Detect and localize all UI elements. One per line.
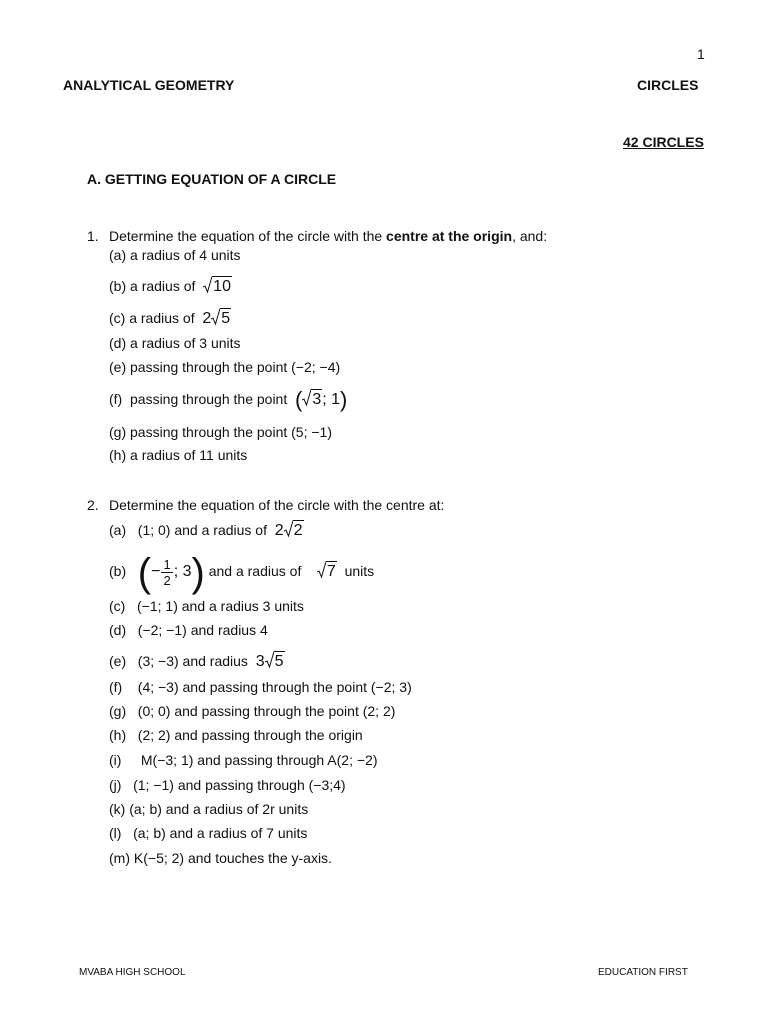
sqrt-5: 5 — [211, 308, 231, 327]
item-text: (a; b) and a radius of 2r units — [129, 801, 309, 817]
item-text: a radius of — [129, 310, 195, 326]
item-text: a radius of — [130, 278, 196, 294]
item-text: and a radius of — [208, 563, 302, 580]
sqrt-7: 7 — [317, 561, 337, 580]
page-number: 1 — [697, 46, 705, 62]
item-text: (3; −3) and radius — [137, 653, 248, 669]
q1-intro-after: , and: — [512, 228, 548, 244]
item-text: a radius of 3 units — [130, 335, 241, 351]
item-label: (g) — [109, 424, 127, 440]
units-text: units — [344, 563, 375, 580]
item-text: (2; 2) and passing through the origin — [137, 727, 363, 743]
q2-item-a — [109, 520, 304, 539]
item-label: (f) — [109, 391, 123, 407]
point-rest: ; 3 — [173, 563, 192, 581]
item-label: (l) — [109, 825, 122, 841]
item-text: M(−3; 1) and passing through A(2; −2) — [140, 752, 378, 768]
q2-item-i — [109, 752, 377, 768]
item-text: (−1; 1) and a radius 3 units — [137, 598, 304, 614]
q2-item-m — [109, 850, 332, 866]
item-text: passing through the point (5; −1) — [130, 424, 332, 440]
section-a-title: A. GETTING EQUATION OF A CIRCLE — [87, 171, 337, 187]
item-label: (m) — [109, 850, 130, 866]
item-label: (a) — [109, 247, 127, 263]
item-label: (k) — [109, 801, 126, 817]
item-label: (d) — [109, 622, 127, 638]
point-rest: ; 1 — [322, 391, 341, 408]
item-label: (b) — [109, 563, 127, 580]
q1-item-c — [109, 308, 231, 327]
topic-title: CIRCLES — [637, 77, 699, 93]
section-heading: 42 CIRCLES — [623, 134, 704, 150]
item-label: (a) — [109, 522, 127, 538]
fraction-numerator: 1 — [163, 557, 171, 572]
item-label: (g) — [109, 703, 127, 719]
q2-item-h — [109, 727, 363, 743]
q1-item-b — [109, 276, 232, 295]
item-text: passing through the point — [130, 391, 288, 407]
item-label: (b) — [109, 278, 127, 294]
item-text: passing through the point (−2; −4) — [130, 359, 341, 375]
coefficient: 2 — [274, 522, 284, 539]
item-label: (d) — [109, 335, 127, 351]
q1-intro-bold: centre at the origin — [386, 228, 513, 244]
item-label: (e) — [109, 359, 127, 375]
q2-item-k — [109, 801, 308, 817]
q1-item-d — [109, 335, 241, 351]
item-text: (1; 0) and a radius of — [137, 522, 267, 538]
q1-number: 1. — [87, 228, 99, 244]
q2-item-c — [109, 598, 304, 614]
q2-item-e — [109, 651, 285, 670]
q1-item-f: (f) passing through the point ( 3; 1) — [109, 387, 348, 412]
fraction-denominator: 2 — [163, 573, 171, 588]
item-text: (1; −1) and passing through (−3;4) — [133, 777, 346, 793]
item-text: K(−5; 2) and touches the y-axis. — [133, 850, 332, 866]
item-label: (j) — [109, 777, 122, 793]
q2-item-f — [109, 679, 412, 695]
fraction — [161, 557, 172, 588]
q1-item-h — [109, 447, 247, 463]
item-label: (c) — [109, 598, 126, 614]
sqrt-2: 2 — [284, 520, 304, 539]
item-text: (−2; −1) and radius 4 — [137, 622, 268, 638]
item-text: a radius of 4 units — [130, 247, 241, 263]
item-label: (e) — [109, 653, 127, 669]
q1-item-g — [109, 424, 332, 440]
footer-school: MVABA HIGH SCHOOL — [79, 967, 186, 978]
fraction-sign: − — [151, 563, 161, 581]
subject-title: ANALYTICAL GEOMETRY — [63, 77, 235, 93]
q1-item-e — [109, 359, 340, 375]
item-text: (4; −3) and passing through the point (−2; 3) — [137, 679, 412, 695]
coefficient: 3 — [255, 653, 265, 670]
sqrt-5: 5 — [265, 651, 285, 670]
item-label: (c) — [109, 310, 126, 326]
footer-motto: EDUCATION FIRST — [598, 967, 688, 978]
q2-item-l — [109, 825, 307, 841]
item-text: (a; b) and a radius of 7 units — [133, 825, 308, 841]
coefficient: 2 — [202, 310, 212, 327]
q1-intro-before: Determine the equation of the circle with the — [109, 228, 387, 244]
item-text: a radius of 11 units — [130, 447, 248, 463]
item-label: (h) — [109, 727, 127, 743]
q2-item-j — [109, 777, 346, 793]
item-label: (h) — [109, 447, 127, 463]
q2-intro: Determine the equation of the circle with the centre at: — [109, 497, 445, 513]
q2-item-b: (b) (− $\frac{1}{2}$ ; 3) and a radius of 7 units — [109, 551, 375, 596]
q1-item-a — [109, 247, 241, 263]
item-label: (i) — [109, 752, 122, 768]
q2-item-g — [109, 703, 395, 719]
q1-intro — [109, 228, 547, 244]
sqrt-3: 3 — [302, 389, 322, 408]
item-text: (0; 0) and passing through the point (2; 2) — [137, 703, 396, 719]
sqrt-10: 10 — [203, 276, 232, 295]
q2-item-d — [109, 622, 268, 638]
item-label: (f) — [109, 679, 123, 695]
q2-number: 2. — [87, 497, 99, 513]
